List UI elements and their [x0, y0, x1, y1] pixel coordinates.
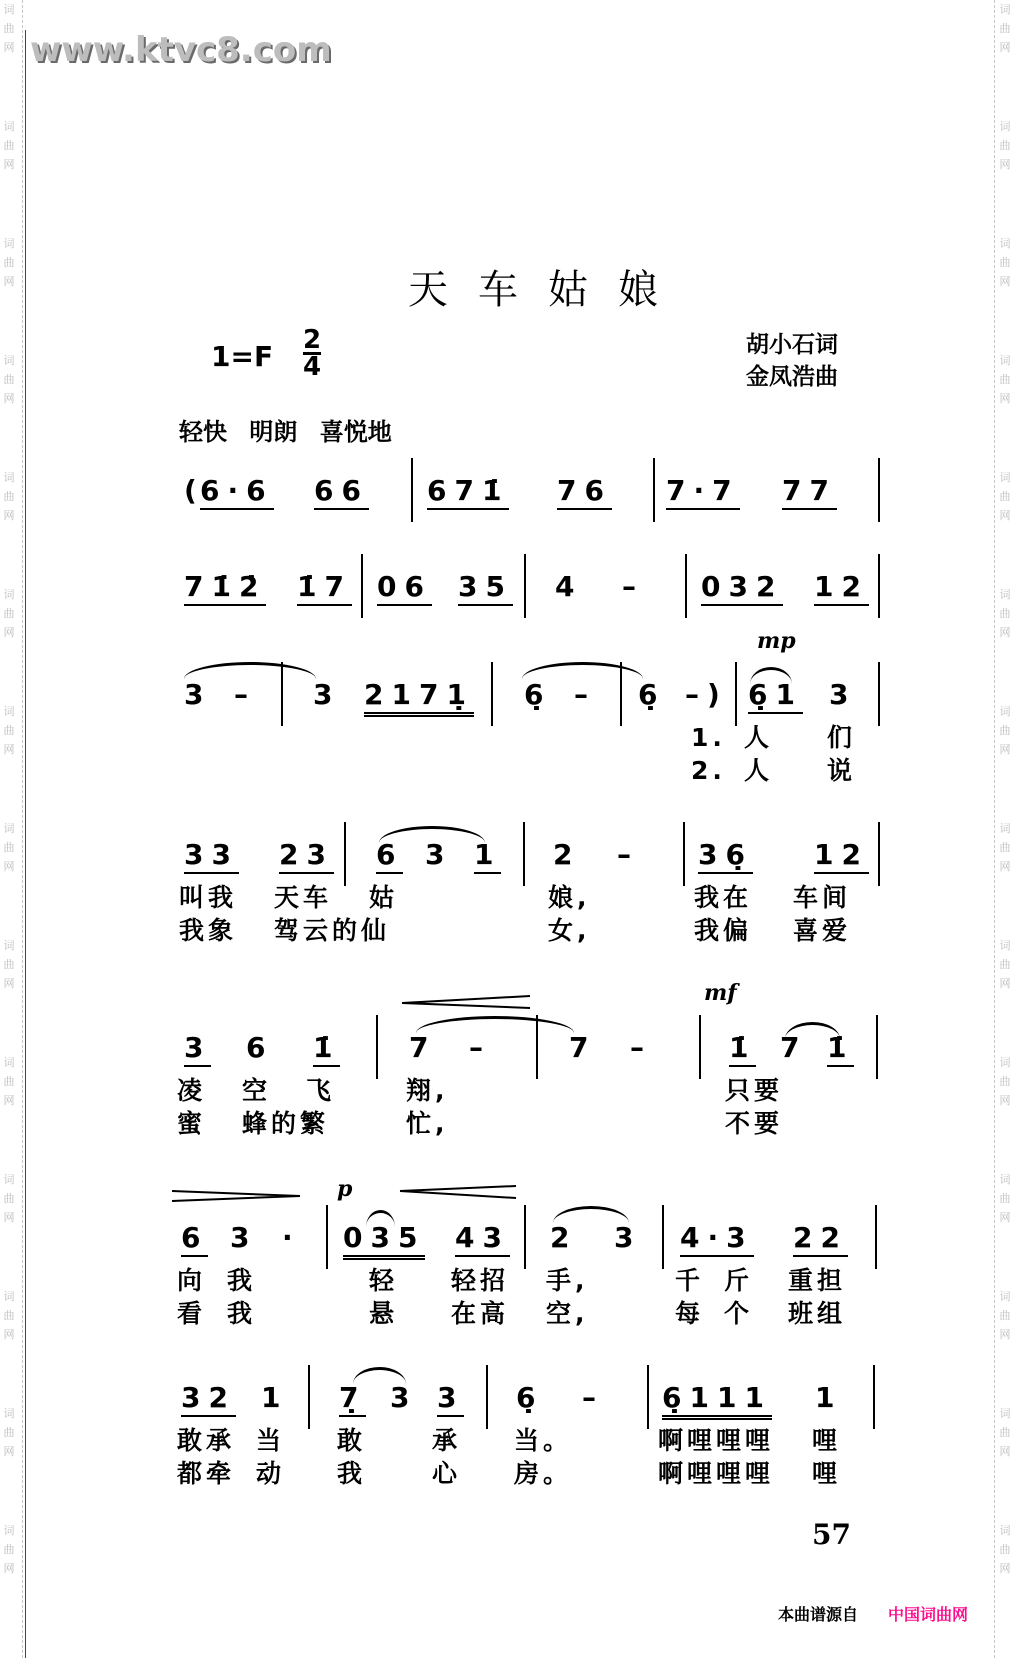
side-watermark-char: 词: [3, 237, 15, 250]
beamed-notes: 32: [181, 1381, 236, 1417]
side-watermark-char: 词: [3, 3, 15, 16]
barline: [876, 1015, 878, 1079]
side-watermark-char: 词: [999, 1524, 1011, 1537]
lyric-verse-2: 心: [432, 1459, 462, 1488]
side-watermark-char: 曲: [3, 1075, 15, 1088]
note-group: [455, 1221, 510, 1255]
note-group: [474, 838, 501, 872]
side-watermark-char: 曲: [999, 490, 1011, 503]
lyric-verse-1: 向: [177, 1266, 207, 1295]
side-watermark-char: 网: [999, 1445, 1011, 1458]
lyric-verse-2: 房。: [514, 1459, 573, 1488]
lyric-verse-1: 哩: [812, 1426, 842, 1455]
beamed-notes: 33: [184, 838, 239, 874]
beamed-notes: 4·3: [680, 1221, 754, 1257]
side-watermark-char: 词: [999, 3, 1011, 16]
lyric-verse-1: 千: [675, 1266, 705, 1295]
beamed-notes: 2171̣: [364, 678, 474, 717]
beamed-notes: 1̇7: [297, 570, 352, 606]
side-watermark-char: 词: [3, 822, 15, 835]
note-group: 3: [390, 1381, 418, 1414]
lyric-verse-1: 承: [432, 1426, 462, 1455]
lyric-verse-1: 们: [827, 723, 857, 752]
beamed-notes: 1̇: [313, 1031, 340, 1067]
note-group: 2: [550, 1221, 578, 1254]
side-watermark-char: 曲: [999, 958, 1011, 971]
note-group: 6̣: [638, 678, 666, 711]
note-group: [557, 474, 612, 508]
lyric-verse-1: 娘,: [548, 883, 591, 912]
barline: [685, 554, 687, 618]
barline: [376, 1015, 378, 1079]
side-watermark-char: 网: [3, 392, 15, 405]
side-watermark-char: 曲: [3, 1192, 15, 1205]
side-watermark-char: 词: [3, 354, 15, 367]
barline: [878, 662, 880, 726]
side-watermark-char: 网: [999, 1562, 1011, 1575]
note-group: 3: [230, 1221, 258, 1254]
side-watermark-char: 网: [3, 1328, 15, 1341]
side-watermark-char: 网: [999, 977, 1011, 990]
lyric-verse-1: 飞: [306, 1076, 336, 1105]
side-watermark-char: 网: [3, 275, 15, 288]
beamed-notes: 6·6: [200, 474, 274, 510]
beamed-notes: 36̣: [698, 838, 753, 874]
beamed-notes: 3: [184, 1031, 211, 1067]
lyric-verse-1: 叫我: [179, 883, 238, 912]
side-watermark-char: 曲: [3, 1309, 15, 1322]
barline: [653, 458, 655, 522]
side-watermark-char: 网: [3, 860, 15, 873]
lyric-verse-2: 人: [744, 756, 774, 785]
side-watermark-char: 曲: [999, 22, 1011, 35]
lyric-verse-2: 我偏: [694, 916, 753, 945]
side-watermark-char: 网: [3, 509, 15, 522]
side-watermark-char: 词: [3, 120, 15, 133]
note-group: [701, 570, 783, 604]
lyric-verse-2: 个: [724, 1299, 754, 1328]
side-watermark-char: 网: [3, 626, 15, 639]
note-group: –: [622, 570, 644, 603]
lyric-verse-1: 当: [256, 1426, 286, 1455]
note-group: 7: [569, 1031, 597, 1064]
side-watermark-char: 曲: [999, 1426, 1011, 1439]
side-watermark-char: 词: [3, 1407, 15, 1420]
side-watermark-char: 网: [3, 1211, 15, 1224]
side-watermark-char: 曲: [999, 373, 1011, 386]
side-watermark-char: 曲: [999, 1075, 1011, 1088]
note-group: [437, 1381, 464, 1415]
barline: [875, 1205, 877, 1269]
lyric-verse-2: 驾云的仙: [274, 916, 391, 945]
side-watermark-char: 词: [999, 1407, 1011, 1420]
note-group: ·: [282, 1221, 301, 1254]
side-watermark-char: 曲: [3, 958, 15, 971]
lyric-verse-1: 斤: [724, 1266, 754, 1295]
lyric-verse-2: 蜂的繁: [242, 1109, 330, 1138]
time-signature-top: 2: [303, 325, 322, 355]
note-group: [297, 570, 352, 604]
note-group: –: [574, 678, 596, 711]
side-watermark-char: 网: [999, 860, 1011, 873]
note-group: 6: [246, 1031, 274, 1064]
beamed-notes: 66: [314, 474, 369, 510]
note-group: [458, 570, 513, 604]
lyric-verse-1: 翔,: [406, 1076, 449, 1105]
side-watermark-char: 词: [3, 939, 15, 952]
note-group: [314, 474, 369, 508]
beamed-notes: 76: [557, 474, 612, 510]
note-group: 6̣: [516, 1381, 544, 1414]
lyric-verse-1: 只要: [725, 1076, 784, 1105]
lyric-verse-2: 悬: [369, 1299, 399, 1328]
lyric-verse-2: 我象: [179, 916, 238, 945]
lyric-verse-1: 敢承: [177, 1426, 236, 1455]
note-group: [181, 1381, 236, 1415]
side-watermark-char: 网: [999, 1211, 1011, 1224]
note-group: [181, 1221, 208, 1255]
note-group: [184, 1031, 211, 1065]
side-watermark-char: 曲: [3, 373, 15, 386]
note-group: [339, 1381, 366, 1415]
note-group: 1: [815, 1381, 843, 1414]
note-group: (: [184, 474, 205, 507]
dynamic-mf: mf: [704, 980, 737, 1006]
beamed-notes: 6̣111: [662, 1381, 772, 1420]
side-watermark-char: 网: [999, 392, 1011, 405]
side-watermark-char: 网: [3, 158, 15, 171]
lyric-verse-1: 凌: [177, 1076, 207, 1105]
side-watermark-char: 词: [3, 471, 15, 484]
side-watermark-char: 网: [999, 626, 1011, 639]
dynamic-p: p: [337, 1176, 353, 1202]
source-site-link[interactable]: 中国词曲网: [888, 1605, 969, 1624]
side-watermark-char: 网: [999, 158, 1011, 171]
lyric-verse-2: 动: [256, 1459, 286, 1488]
side-watermark-char: 曲: [999, 1192, 1011, 1205]
side-watermark-char: 词: [999, 354, 1011, 367]
lyric-verse-2: 忙,: [406, 1109, 449, 1138]
lyric-verse-1: 1.: [691, 723, 726, 752]
side-watermark-char: 词: [3, 1524, 15, 1537]
note-group: 6̣: [524, 678, 552, 711]
barline: [878, 554, 880, 618]
barline: [361, 554, 363, 618]
note-group: –: [582, 1381, 604, 1414]
crescendo-hairpin: [400, 1186, 516, 1198]
side-watermark-char: 词: [999, 120, 1011, 133]
lyric-verse-2: 不要: [725, 1109, 784, 1138]
side-watermark-char: 曲: [3, 607, 15, 620]
barline: [662, 1205, 664, 1269]
side-watermark-char: 曲: [999, 1309, 1011, 1322]
note-group: [662, 1381, 772, 1415]
crescendo-hairpin: [402, 996, 530, 1008]
side-watermark-char: 曲: [3, 1426, 15, 1439]
barline: [344, 822, 346, 886]
dynamic-mp: mp: [757, 628, 796, 654]
key-signature: 1=F: [211, 340, 274, 373]
beamed-notes: 7̣: [339, 1381, 366, 1417]
barline: [523, 822, 525, 886]
note-group: [364, 678, 474, 712]
note-group: 3: [614, 1221, 642, 1254]
note-group: [377, 570, 432, 604]
tempo-marking: 轻快 明朗 喜悦地: [179, 418, 392, 446]
note-group: 2: [553, 838, 581, 871]
lyric-verse-1: 天车: [274, 883, 333, 912]
lyric-verse-1: 敢: [337, 1426, 367, 1455]
note-group: [698, 838, 753, 872]
side-watermark-char: 网: [3, 1562, 15, 1575]
note-group: [200, 474, 274, 508]
side-watermark-char: 曲: [999, 607, 1011, 620]
note-group: [793, 1221, 848, 1255]
beamed-notes: 06: [377, 570, 432, 606]
side-watermark-char: 网: [999, 509, 1011, 522]
beamed-notes: 6̣1: [748, 678, 803, 714]
site-watermark: www.ktvc8.com: [30, 30, 332, 70]
note-group: [814, 570, 869, 604]
note-group: [376, 838, 403, 872]
lyric-verse-2: 看: [177, 1299, 207, 1328]
composer: 金凤浩曲: [746, 364, 838, 390]
lyric-verse-1: 人: [744, 723, 774, 752]
barline: [491, 662, 493, 726]
lyric-verse-1: 轻: [369, 1266, 399, 1295]
barline: [647, 1365, 649, 1429]
side-watermark-char: 词: [3, 1290, 15, 1303]
side-watermark-char: 曲: [999, 1543, 1011, 1556]
barline: [735, 662, 737, 726]
lyric-verse-1: 轻招: [451, 1266, 510, 1295]
note-group: 7: [409, 1031, 437, 1064]
beamed-notes: 3: [437, 1381, 464, 1417]
lyric-verse-2: 每: [675, 1299, 705, 1328]
side-watermark-char: 网: [999, 275, 1011, 288]
side-watermark-char: 词: [999, 237, 1011, 250]
side-watermark-char: 曲: [3, 1543, 15, 1556]
note-group: 1: [261, 1381, 289, 1414]
side-watermark-char: 网: [3, 743, 15, 756]
note-group: [666, 474, 740, 508]
beamed-notes: 71̇2̇: [184, 570, 266, 606]
lyric-verse-1: 姑: [369, 883, 399, 912]
beamed-notes: 22: [793, 1221, 848, 1257]
note-group: [184, 838, 239, 872]
note-group: –: [234, 678, 256, 711]
side-watermark-char: 曲: [3, 490, 15, 503]
beamed-notes: 1̇: [729, 1031, 756, 1067]
lyric-verse-2: 空,: [546, 1299, 589, 1328]
beamed-notes: 6: [376, 838, 403, 874]
note-group: –): [685, 678, 728, 711]
side-watermark-char: 网: [3, 977, 15, 990]
side-watermark-char: 词: [999, 471, 1011, 484]
side-watermark-char: 曲: [3, 724, 15, 737]
note-group: –: [617, 838, 639, 871]
side-watermark-char: 曲: [3, 256, 15, 269]
lyric-verse-1: 车间: [793, 883, 852, 912]
beamed-notes: 23: [279, 838, 334, 874]
decrescendo-hairpin: [172, 1191, 300, 1201]
note-group: [680, 1221, 754, 1255]
barline: [873, 1365, 875, 1429]
lyric-verse-1: 手,: [546, 1266, 589, 1295]
lyric-verse-2: 说: [827, 756, 857, 785]
side-watermark-char: 网: [3, 1094, 15, 1107]
note-group: [427, 474, 509, 508]
note-group: 7: [780, 1031, 808, 1064]
lyric-verse-2: 蜜: [177, 1109, 207, 1138]
note-group: [313, 1031, 340, 1065]
barline: [411, 458, 413, 522]
song-title: 天车姑娘: [408, 267, 688, 313]
barline: [878, 822, 880, 886]
side-watermark-char: 词: [3, 705, 15, 718]
beamed-notes: 77: [782, 474, 837, 510]
side-watermark-char: 词: [3, 1173, 15, 1186]
lyric-verse-1: 重担: [788, 1266, 847, 1295]
lyric-verse-2: 我: [337, 1459, 367, 1488]
note-group: [279, 838, 334, 872]
barline: [326, 1205, 328, 1269]
beamed-notes: 43: [455, 1221, 510, 1257]
side-watermark-char: 曲: [999, 841, 1011, 854]
side-watermark-char: 词: [999, 588, 1011, 601]
lyricist: 胡小石词: [746, 332, 838, 358]
lyric-verse-2: 女,: [548, 916, 591, 945]
beamed-notes: 671̇: [427, 474, 509, 510]
barline: [524, 554, 526, 618]
lyric-verse-1: 啊哩哩哩: [658, 1426, 775, 1455]
time-signature-bottom: 4: [303, 352, 322, 382]
note-group: –: [630, 1031, 652, 1064]
side-watermark-char: 曲: [999, 724, 1011, 737]
side-watermark-char: 网: [999, 1328, 1011, 1341]
side-watermark-char: 词: [999, 705, 1011, 718]
beamed-notes: 035: [343, 1221, 425, 1260]
side-watermark-char: 曲: [3, 841, 15, 854]
note-group: 4: [555, 570, 583, 603]
note-group: 3: [829, 678, 857, 711]
source-label: 本曲谱源自: [778, 1605, 859, 1624]
note-group: 3: [313, 678, 341, 711]
side-watermark-char: 曲: [999, 256, 1011, 269]
side-watermark-char: 网: [3, 41, 15, 54]
side-watermark-char: 网: [999, 41, 1011, 54]
lyric-verse-2: 啊哩哩哩: [658, 1459, 775, 1488]
side-watermark-char: 曲: [3, 139, 15, 152]
lyric-verse-2: 喜爱: [793, 916, 852, 945]
beamed-notes: 35: [458, 570, 513, 606]
beamed-notes: 1: [474, 838, 501, 874]
side-watermark-char: 词: [999, 1056, 1011, 1069]
note-group: [184, 570, 266, 604]
beamed-notes: 1̇: [827, 1031, 854, 1067]
lyric-verse-2: 都牵: [177, 1459, 236, 1488]
note-group: –: [469, 1031, 491, 1064]
beamed-notes: 7·7: [666, 474, 740, 510]
side-watermark-char: 词: [3, 588, 15, 601]
note-group: 3: [425, 838, 453, 871]
barline: [699, 1015, 701, 1079]
lyric-verse-2: 哩: [812, 1459, 842, 1488]
lyric-verse-1: 我在: [694, 883, 753, 912]
beamed-notes: 6: [181, 1221, 208, 1257]
note-group: 3: [184, 678, 212, 711]
side-watermark-char: 词: [3, 1056, 15, 1069]
side-watermark-char: 曲: [3, 22, 15, 35]
barline: [308, 1365, 310, 1429]
lyric-verse-1: 当。: [514, 1426, 573, 1455]
lyric-verse-2: 班组: [788, 1299, 847, 1328]
side-watermark-char: 网: [999, 1094, 1011, 1107]
side-watermark-char: 词: [999, 1173, 1011, 1186]
note-group: [782, 474, 837, 508]
barline: [683, 822, 685, 886]
beamed-notes: 12: [814, 570, 869, 606]
lyric-verse-2: 2.: [691, 756, 726, 785]
note-group: [814, 838, 869, 872]
lyric-verse-1: 我: [227, 1266, 257, 1295]
barline: [878, 458, 880, 522]
lyric-verse-1: 空: [242, 1076, 272, 1105]
side-watermark-char: 网: [999, 743, 1011, 756]
side-watermark-char: 曲: [999, 139, 1011, 152]
side-watermark-char: 词: [999, 822, 1011, 835]
barline: [486, 1365, 488, 1429]
side-watermark-char: 网: [3, 1445, 15, 1458]
side-watermark-char: 词: [999, 1290, 1011, 1303]
note-group: [729, 1031, 756, 1065]
side-watermark-char: 词: [999, 939, 1011, 952]
page-number: 57: [812, 1518, 851, 1551]
lyric-verse-2: 在高: [451, 1299, 510, 1328]
barline: [524, 1205, 526, 1269]
beamed-notes: 12: [814, 838, 869, 874]
beamed-notes: 032: [701, 570, 783, 606]
lyric-verse-2: 我: [227, 1299, 257, 1328]
